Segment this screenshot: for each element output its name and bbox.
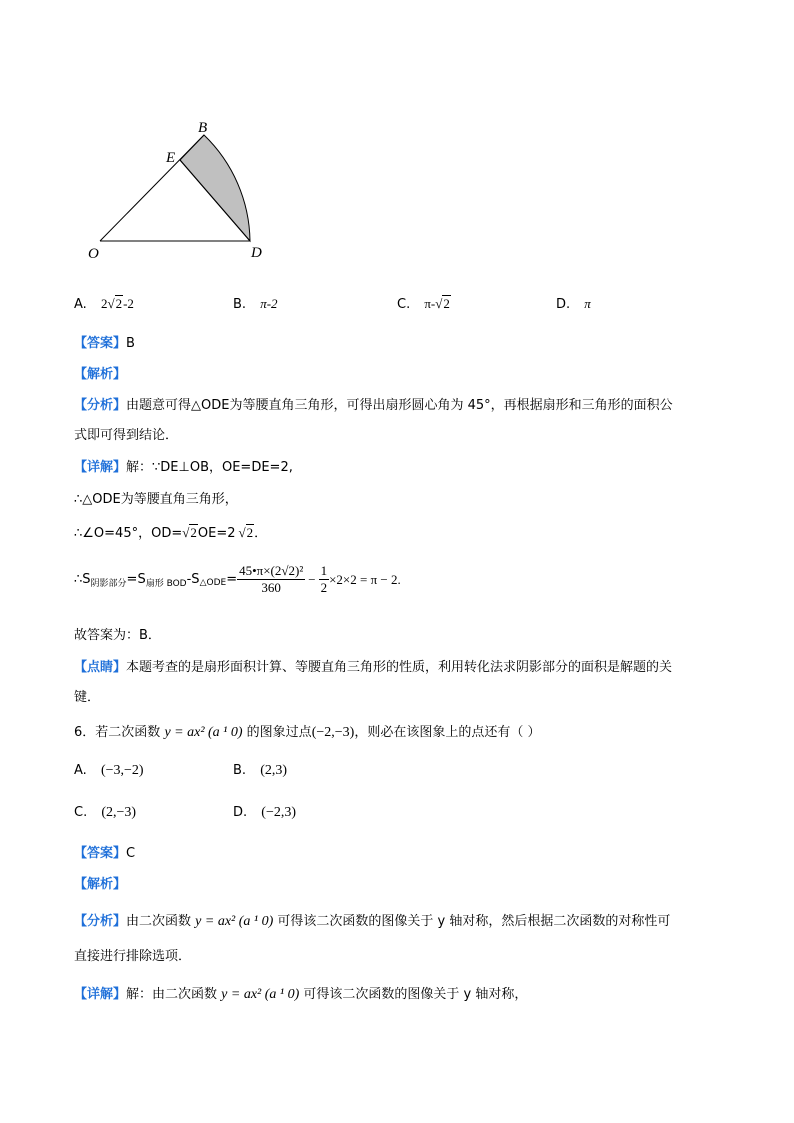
- q5-fenxi-line2: 式即可得到结论．: [74, 428, 179, 443]
- q5-option-c: C. π-√2: [397, 296, 450, 312]
- text: =: [226, 572, 238, 587]
- option-letter: D.: [233, 805, 248, 820]
- q5-conclusion: 故答案为：B．: [74, 628, 161, 643]
- shaded-region: [180, 135, 250, 241]
- q5-option-d: [556, 296, 591, 312]
- q6-stem: [74, 721, 540, 741]
- q5-line3: ∴∠O=45°，OD=√2OE=2 √2．: [74, 525, 268, 541]
- sector-figure: [80, 115, 280, 265]
- denominator: 2: [320, 580, 328, 595]
- label-o: O: [88, 246, 99, 262]
- option-letter: A.: [74, 297, 87, 312]
- q5-xiangjie-line1: [74, 456, 293, 475]
- text: 可得该二次函数的图像关于 y 轴对称，然后根据二次函数的对称性可: [277, 914, 671, 929]
- q6-option-b: [233, 763, 287, 779]
- q5-area-formula: ∴S 阴影部分 =S 扇形 BOD -S △ODE = $\frac{\text{45•π×(2√2)²}}{360}$ − $\frac{1}{2}$ ×2×2 = π − 2.: [74, 563, 401, 595]
- numerator: 1: [320, 563, 328, 578]
- fenxi-tag: 【分析】: [74, 914, 127, 929]
- text: 若二次函数: [95, 725, 161, 740]
- question-number: 6．: [74, 725, 96, 740]
- q5-option-a: A. 2√2-2: [74, 296, 134, 312]
- segment-ob: [100, 135, 204, 241]
- answer-tag: 【答案】: [74, 846, 127, 861]
- dianjing-tag: 【点睛】: [74, 660, 127, 675]
- function-expr: y = ax² (a ¹ 0): [195, 914, 274, 929]
- answer-value: C: [126, 846, 136, 861]
- q5-line2: ∴△ODE为等腰直角三角形，: [74, 492, 238, 507]
- q6-fenxi-line2: 直接进行排除选项．: [74, 949, 192, 964]
- option-letter: A.: [74, 763, 87, 778]
- text: ．: [254, 526, 268, 541]
- sqrt-value: 2: [190, 525, 197, 540]
- dianjing-text: 本题考查的是扇形面积计算、等腰直角三角形的性质，利用转化法求阴影部分的面积是解题的关: [126, 660, 673, 675]
- subscript: 阴影部分: [90, 579, 127, 589]
- text: ∴S: [74, 572, 91, 587]
- option-letter: B.: [233, 297, 247, 312]
- numerator: 45•π×(2√2)²: [239, 563, 304, 578]
- subscript: 扇形 BOD: [145, 579, 187, 589]
- fraction-half: [319, 563, 330, 596]
- fenxi-tag: 【分析】: [74, 398, 127, 413]
- option-value: (−3,−2): [100, 763, 144, 778]
- text: 由二次函数: [126, 914, 192, 929]
- q5-answer: [74, 332, 135, 351]
- denominator: 360: [261, 580, 281, 595]
- option-value: π: [584, 296, 591, 311]
- text: ×2×2 = π − 2.: [329, 571, 401, 587]
- q6-option-c: [74, 805, 136, 821]
- q6-option-a: [74, 763, 144, 779]
- option-letter: C.: [397, 297, 411, 312]
- q6-option-d: [233, 805, 296, 821]
- option-value: π-2: [260, 296, 278, 311]
- text: -S: [186, 572, 200, 587]
- xiangjie-tag: 【详解】: [74, 460, 127, 475]
- q5-option-b: [233, 296, 278, 312]
- q6-fenxi-line1: [74, 910, 670, 930]
- label-d: D: [251, 245, 262, 261]
- text: OE=2: [197, 526, 236, 541]
- option-value: (2,3): [260, 763, 288, 778]
- text: 解：由二次函数: [126, 987, 218, 1002]
- q5-dianjing-line2: 键．: [74, 690, 101, 705]
- option-letter: C.: [74, 805, 88, 820]
- function-expr: y = ax² (a ¹ 0): [221, 987, 300, 1002]
- function-expr: y = ax² (a ¹ 0): [164, 725, 243, 740]
- label-b: B: [198, 120, 208, 136]
- text: ∴∠O=45°，OD=: [74, 526, 183, 541]
- answer-tag: 【答案】: [74, 336, 127, 351]
- xiangjie-tag: 【详解】: [74, 987, 127, 1002]
- text: ，则必在该图象上的点还有（ ）: [354, 725, 541, 740]
- option-letter: D.: [556, 297, 571, 312]
- xiangjie-text: 解：∵DE⊥OB，OE=DE=2,: [126, 460, 293, 475]
- option-value: (−2,3): [261, 805, 297, 820]
- point: (−2,−3): [311, 725, 355, 740]
- q6-xiangjie-line1: [74, 983, 527, 1003]
- q5-dianjing-line1: [74, 656, 672, 675]
- sqrt-value: 2: [246, 525, 254, 540]
- fraction-sector: [237, 563, 305, 596]
- text: 可得该二次函数的图像关于 y 轴对称，: [303, 987, 528, 1002]
- text: =S: [126, 572, 146, 587]
- q5-fenxi-line1: [74, 394, 673, 413]
- subscript: △ODE: [199, 577, 227, 588]
- q6-answer: [74, 842, 135, 861]
- label-e: E: [166, 150, 176, 166]
- fenxi-text: 由题意可得△ODE为等腰直角三角形，可得出扇形圆心角为 45°，再根据扇形和三角形的面积公: [126, 398, 673, 413]
- text: 的图象过点: [246, 725, 312, 740]
- option-letter: B.: [233, 763, 247, 778]
- option-value: (2,−3): [101, 805, 137, 820]
- answer-value: B: [126, 336, 135, 351]
- q6-analysis-tag: 【解析】: [74, 877, 127, 892]
- q5-analysis-tag: 【解析】: [74, 367, 127, 382]
